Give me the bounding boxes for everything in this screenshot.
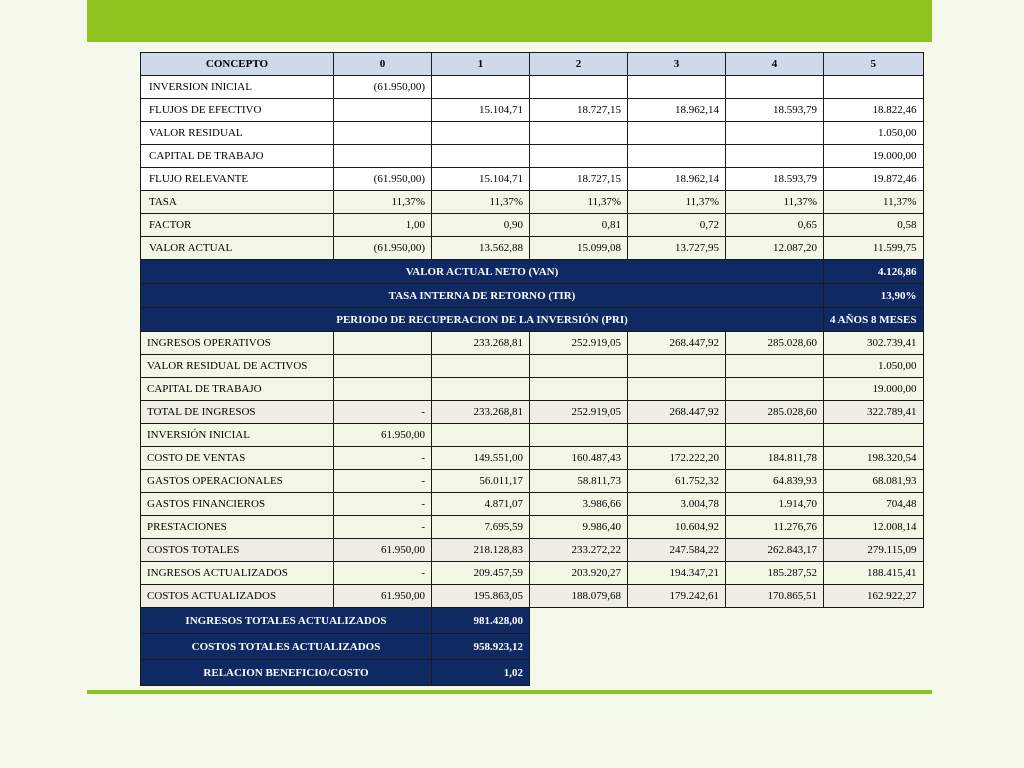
table-cell [726,145,824,168]
table-row [141,585,924,608]
table-cell [334,99,432,122]
table-cell [824,424,924,447]
table-cell [334,332,432,355]
header-cell: 5 [824,53,924,76]
indicator-row-tir [141,284,924,308]
table-cell: 11,37% [628,191,726,214]
table-cell: 268.447,92 [628,401,726,424]
table-cell: 18.593,79 [726,168,824,191]
table-row [141,168,924,191]
indicator-label: PERIODO DE RECUPERACION DE LA INVERSIÓN (PRI) [141,308,824,332]
table-cell: 322.789,41 [824,401,924,424]
table-row [141,401,924,424]
table-cell: 58.811,73 [530,470,628,493]
row-label: VALOR ACTUAL [141,237,334,260]
row-label: GASTOS FINANCIEROS [141,493,334,516]
table-cell [628,355,726,378]
table-row [141,122,924,145]
table-row [141,562,924,585]
summary-label: INGRESOS TOTALES ACTUALIZADOS [141,608,432,634]
table-cell [530,122,628,145]
table-cell [432,122,530,145]
summary-value: 981.428,00 [432,608,530,634]
table-cell: 198.320,54 [824,447,924,470]
table-row [141,99,924,122]
table-cell: 279.115,09 [824,539,924,562]
table-cell: 179.242,61 [628,585,726,608]
row-label: INVERSION INICIAL [141,76,334,99]
table-cell: 9.986,40 [530,516,628,539]
table-cell: - [334,401,432,424]
table-row [141,539,924,562]
table-cell: 68.081,93 [824,470,924,493]
table-cell: 56.011,17 [432,470,530,493]
header-cell: 1 [432,53,530,76]
table-cell [628,122,726,145]
table-cell [726,76,824,99]
row-label: PRESTACIONES [141,516,334,539]
indicator-value: 13,90% [824,284,924,308]
table-cell: 18.593,79 [726,99,824,122]
table-cell: - [334,493,432,516]
table-cell [432,145,530,168]
table-cell [628,76,726,99]
summary-row [141,660,924,686]
indicator-row-van [141,260,924,284]
table-cell [432,76,530,99]
table-cell: 61.752,32 [628,470,726,493]
row-label: CAPITAL DE TRABAJO [141,145,334,168]
table-cell: 233.272,22 [530,539,628,562]
summary-value: 1,02 [432,660,530,686]
table-cell: 61.950,00 [334,424,432,447]
indicator-row-pri [141,308,924,332]
table-row [141,424,924,447]
row-label: COSTOS ACTUALIZADOS [141,585,334,608]
table-cell: - [334,470,432,493]
table-row [141,145,924,168]
table-row [141,378,924,401]
table-row [141,447,924,470]
table-cell: 188.415,41 [824,562,924,585]
table-cell: 18.962,14 [628,168,726,191]
header-cell: 3 [628,53,726,76]
table-cell: 11,37% [530,191,628,214]
table-cell: 3.004,78 [628,493,726,516]
empty-space [530,660,924,686]
table-cell: 162.922,27 [824,585,924,608]
table-cell [432,378,530,401]
table-cell: 233.268,81 [432,401,530,424]
table-row [141,237,924,260]
table-cell [530,378,628,401]
table-row [141,76,924,99]
table-cell [334,355,432,378]
header-cell: CONCEPTO [141,53,334,76]
table-cell [530,355,628,378]
table-cell: 184.811,78 [726,447,824,470]
table-cell [334,145,432,168]
table-cell: 0,72 [628,214,726,237]
table-cell: 15.099,08 [530,237,628,260]
table-cell: 247.584,22 [628,539,726,562]
table-cell: 7.695,59 [432,516,530,539]
table-row [141,516,924,539]
table-cell: 0,65 [726,214,824,237]
table-cell: 209.457,59 [432,562,530,585]
table-cell [432,355,530,378]
header-cell: 2 [530,53,628,76]
table-cell: 160.487,43 [530,447,628,470]
table-row [141,493,924,516]
table-cell: 704,48 [824,493,924,516]
table-cell: 285.028,60 [726,401,824,424]
table-cell: 11,37% [824,191,924,214]
table-cell: - [334,562,432,585]
row-label: FLUJO RELEVANTE [141,168,334,191]
summary-label: COSTOS TOTALES ACTUALIZADOS [141,634,432,660]
table-cell: 1.914,70 [726,493,824,516]
table-cell [530,76,628,99]
table-row [141,470,924,493]
table-cell: 195.863,05 [432,585,530,608]
table-cell: 13.727,95 [628,237,726,260]
row-label: INGRESOS OPERATIVOS [141,332,334,355]
table-cell: 11,37% [726,191,824,214]
table-cell [334,122,432,145]
table-cell: 64.839,93 [726,470,824,493]
table-cell: 1.050,00 [824,355,924,378]
row-label: FACTOR [141,214,334,237]
table-cell [628,145,726,168]
table-cell: 172.222,20 [628,447,726,470]
table-cell [432,424,530,447]
table-cell: 15.104,71 [432,168,530,191]
table-cell: 262.843,17 [726,539,824,562]
table-cell: 3.986,66 [530,493,628,516]
table-row [141,355,924,378]
row-label: FLUJOS DE EFECTIVO [141,99,334,122]
table-cell [530,424,628,447]
table-row [141,214,924,237]
table-cell: 302.739,41 [824,332,924,355]
table-cell: 218.128,83 [432,539,530,562]
table-cell: 0,81 [530,214,628,237]
table-cell: 0,58 [824,214,924,237]
table-cell: 12.087,20 [726,237,824,260]
summary-value: 958.923,12 [432,634,530,660]
table-cell: 18.727,15 [530,99,628,122]
header-cell: 4 [726,53,824,76]
table-cell: 18.727,15 [530,168,628,191]
table-cell [334,378,432,401]
indicator-value: 4.126,86 [824,260,924,284]
summary-row [141,634,924,660]
table-cell: 185.287,52 [726,562,824,585]
row-label: COSTO DE VENTAS [141,447,334,470]
table-cell: 18.822,46 [824,99,924,122]
row-label: INGRESOS ACTUALIZADOS [141,562,334,585]
table-cell: 11.276,76 [726,516,824,539]
financial-evaluation-table [140,52,924,686]
table-cell: 19.872,46 [824,168,924,191]
table-cell: 13.562,88 [432,237,530,260]
row-label: GASTOS OPERACIONALES [141,470,334,493]
table-cell: 19.000,00 [824,145,924,168]
table-cell: 18.962,14 [628,99,726,122]
table-cell: 268.447,92 [628,332,726,355]
summary-row [141,608,924,634]
table-cell: 11,37% [334,191,432,214]
row-label: INVERSIÓN INICIAL [141,424,334,447]
table-cell: 252.919,05 [530,332,628,355]
table-row [141,191,924,214]
row-label: VALOR RESIDUAL DE ACTIVOS [141,355,334,378]
table-cell: 285.028,60 [726,332,824,355]
table-cell: 188.079,68 [530,585,628,608]
table-header-row [141,53,924,76]
row-label: VALOR RESIDUAL [141,122,334,145]
table-cell: - [334,516,432,539]
table-cell: 12.008,14 [824,516,924,539]
row-label: TOTAL DE INGRESOS [141,401,334,424]
indicator-label: VALOR ACTUAL NETO (VAN) [141,260,824,284]
table-cell: 0,90 [432,214,530,237]
table-cell [530,145,628,168]
table-cell: - [334,447,432,470]
table-cell: 61.950,00 [334,585,432,608]
empty-space [530,608,924,634]
table-cell: 1,00 [334,214,432,237]
table-cell: (61.950,00) [334,237,432,260]
table-cell: 11.599,75 [824,237,924,260]
table-cell [628,378,726,401]
table-cell: 233.268,81 [432,332,530,355]
indicator-label: TASA INTERNA DE RETORNO (TIR) [141,284,824,308]
table-cell: 11,37% [432,191,530,214]
table-cell [726,378,824,401]
empty-space [530,634,924,660]
table-cell: 170.865,51 [726,585,824,608]
table-cell [726,122,824,145]
top-accent-bar [87,0,932,42]
table-cell: 4.871,07 [432,493,530,516]
table-row [141,332,924,355]
indicator-value: 4 AÑOS 8 MESES [824,308,924,332]
table-cell: (61.950,00) [334,168,432,191]
row-label: CAPITAL DE TRABAJO [141,378,334,401]
table-cell: 61.950,00 [334,539,432,562]
table-cell: 15.104,71 [432,99,530,122]
header-cell: 0 [334,53,432,76]
table-cell: 19.000,00 [824,378,924,401]
row-label: TASA [141,191,334,214]
table-cell [726,424,824,447]
table-cell: (61.950,00) [334,76,432,99]
table-cell: 149.551,00 [432,447,530,470]
table-cell: 10.604,92 [628,516,726,539]
table-cell: 1.050,00 [824,122,924,145]
table-cell: 252.919,05 [530,401,628,424]
table-cell [628,424,726,447]
row-label: COSTOS TOTALES [141,539,334,562]
table-cell: 203.920,27 [530,562,628,585]
summary-label: RELACION BENEFICIO/COSTO [141,660,432,686]
table-cell: 194.347,21 [628,562,726,585]
table-cell [726,355,824,378]
table-cell [824,76,924,99]
bottom-accent-line [87,690,932,694]
